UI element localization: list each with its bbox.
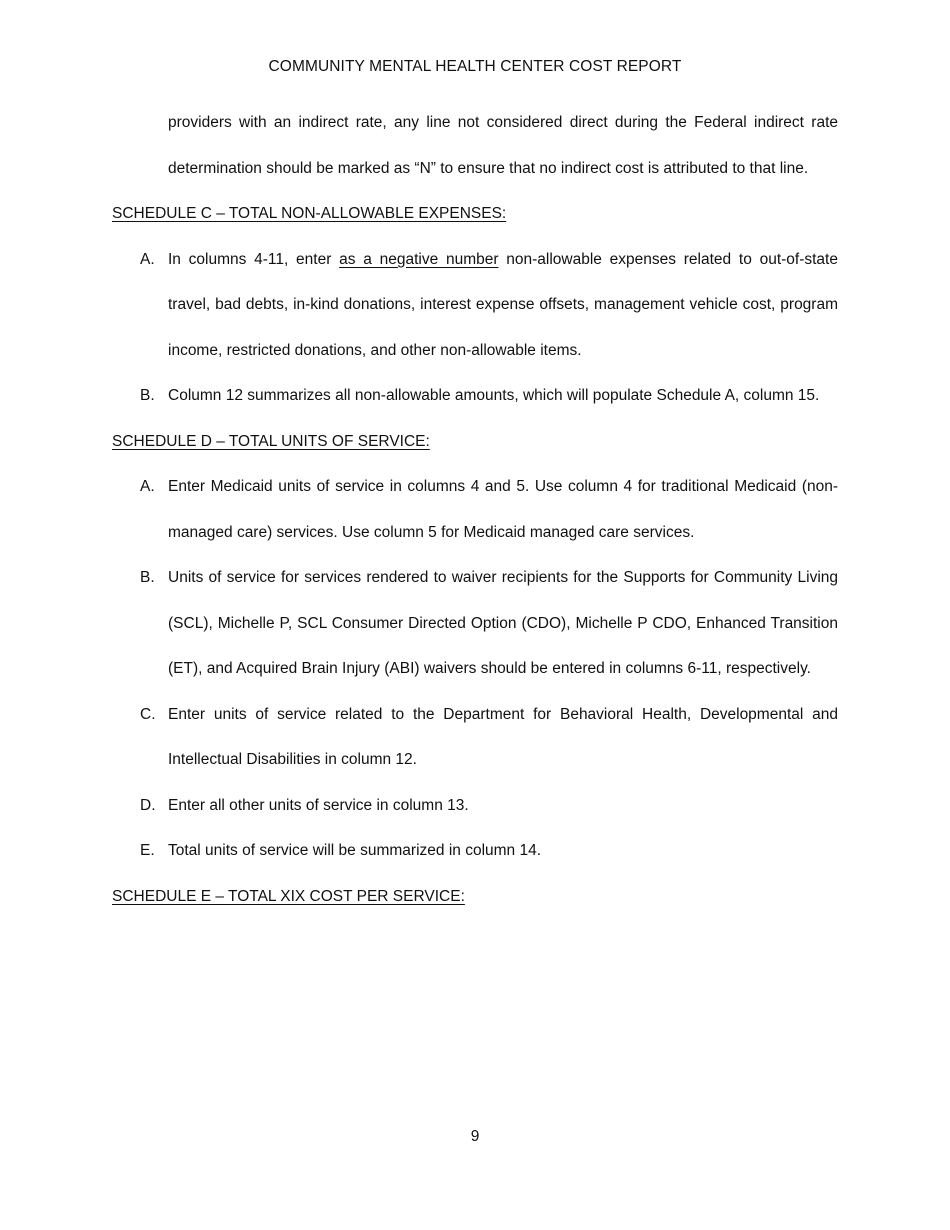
item-text: Units of service for services rendered to waiver recipients for the Supports for Community Living (SCL), Michelle P, SCL Consumer Directed Option (CDO), Michelle P CDO, Enhanced Transition (ET), and Acquired Brain Injury (ABI) waivers should be entered in columns 6-11, respectively. (168, 569, 838, 677)
item-text: Enter all other units of service in column 13. (168, 796, 469, 814)
continuation-paragraph: providers with an indirect rate, any line not considered direct during the Federal indirect rate determination should be marked as “N” to ensure that no indirect cost is attributed to that line. (168, 114, 838, 177)
schedule-d-item-c (112, 692, 838, 783)
item-text: Enter units of service related to the Department for Behavioral Health, Developmental and Intellectual Disabilities in column 12. (168, 705, 838, 768)
page-number: 9 (470, 1128, 480, 1145)
list-marker: A. (140, 250, 155, 268)
schedule-d-heading: SCHEDULE D – TOTAL UNITS OF SERVICE: (112, 432, 430, 450)
schedule-c-item-b (112, 373, 838, 419)
schedule-e-heading: SCHEDULE E – TOTAL XIX COST PER SERVICE: (112, 887, 465, 905)
schedule-d-item-d (112, 783, 838, 829)
list-marker: D. (140, 796, 156, 814)
schedule-d-item-b (112, 555, 838, 692)
list-marker: B. (140, 569, 155, 586)
schedule-d-item-e (112, 828, 838, 874)
page-header-title: COMMUNITY MENTAL HEALTH CENTER COST REPORT (268, 58, 682, 75)
schedule-d-list (112, 464, 838, 874)
schedule-c-item-a (112, 237, 838, 374)
schedule-d-item-a (112, 464, 838, 555)
list-marker: E. (140, 842, 155, 859)
item-text-before: In columns 4-11, enter (168, 250, 340, 268)
schedule-c-list (112, 237, 838, 419)
item-text: Total units of service will be summarized in column 14. (168, 842, 542, 859)
list-marker: C. (140, 705, 156, 723)
list-marker: A. (140, 478, 155, 495)
document-body (112, 100, 838, 919)
item-text: Enter Medicaid units of service in columns 4 and 5. Use column 4 for traditional Medicaid (non-managed care) services. Use column 5 for Medicaid managed care services. (168, 478, 838, 541)
item-text-after: non-allowable expenses related to out-of-state travel, bad debts, in-kind donations, interest expense offsets, management vehicle cost, program income, restricted donations, and other non-allowable items. (168, 250, 838, 359)
list-marker: B. (140, 387, 155, 404)
item-text: Column 12 summarizes all non-allowable amounts, which will populate Schedule A, column 15. (168, 387, 820, 404)
schedule-c-heading: SCHEDULE C – TOTAL NON-ALLOWABLE EXPENSES: (112, 205, 507, 222)
underlined-emphasis: as a negative number (339, 250, 499, 268)
